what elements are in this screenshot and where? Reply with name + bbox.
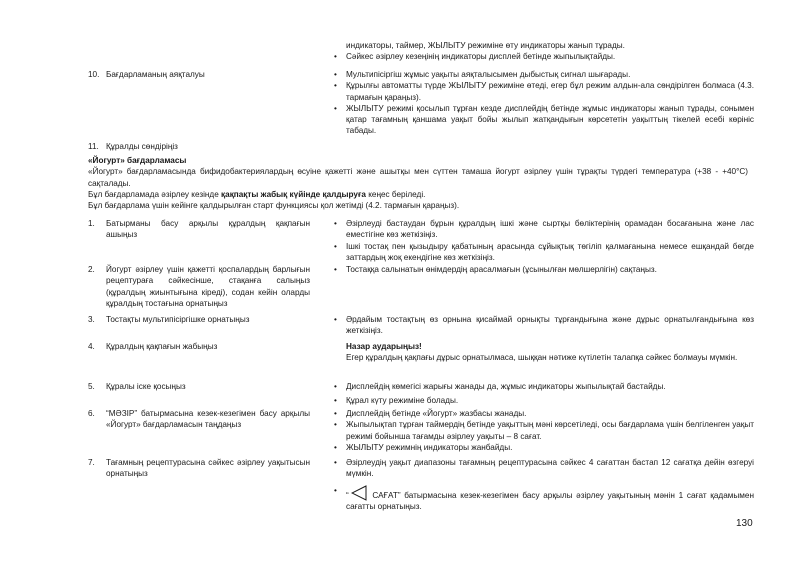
bullet-item: • ЖЫЛЫТУ режимнің индикаторы жанбайды. (334, 442, 754, 453)
bullet-item: • Әзірлеуді бастаудан бұрын құралдың ішкі және сыртқы бөліктерінің орамадан босағанына және лас еместігіне көз жеткізіңіз. (334, 218, 754, 241)
step-bullets (334, 69, 754, 137)
step-label: Бағдарламаның аяқталуы (106, 70, 205, 79)
step-number: 2. (88, 265, 95, 274)
step-number: 4. (88, 342, 95, 351)
bullet-item: • Мультипісіргіш жұмыс уақыты аяқталысымен дыбыстық сигнал шығарады. (334, 69, 754, 80)
step-number: 1. (88, 219, 95, 228)
step-bullets (334, 264, 754, 275)
bullet-item: • Құрылғы автоматты түрде ЖЫЛЫТУ режиміне өтеді, егер бұл режим алдын-ала сөндірілген болмаса (4.3. тармағын қараңыз). (334, 80, 754, 103)
lid-note-text: Бұл бағдарламада әзірлеу кезінде (88, 189, 222, 199)
page-number: 130 (736, 518, 753, 529)
step-number: 7. (88, 458, 95, 467)
step-label: Тағамның рецептурасына сәйкес әзірлеу уақытысын орнатыңыз (106, 458, 310, 479)
attention-block (334, 341, 754, 364)
time-button-text: САҒАТ” батырмасына кезек-кезегімен басу арқылы әзірлеу уақытының мәнін 1 сағат қадамымен сағатты орнатыңыз. (346, 490, 754, 511)
step-bullets (334, 314, 754, 337)
lid-note-bold: қақпақты жабық күйінде қалдыруға (221, 189, 366, 199)
step-label: Батырманы басу арқылы құралдың қақпағын ашыңыз (106, 219, 310, 240)
intro-text: «Йогурт» бағдарламасында бифидобактериялардың өсуіне қажетті және ашытқы мен сүттен тамаша йогурт әзірлеу үшін тұрақты түрдегі температура (+38 - +40°С) сақталады. (88, 167, 748, 188)
attention-text: Егер құралдың қақпағы дұрыс орнатылмаса, шыққан нәтиже күтілетін талапқа сәйкес болмауы мүмкін. (346, 353, 738, 363)
triangle-left-icon (351, 485, 367, 501)
step-bullets (334, 408, 754, 453)
step-number: 6. (88, 409, 95, 418)
continued-bullets (334, 40, 748, 63)
yogurt-intro (88, 155, 748, 211)
attention-heading: Назар аударыңыз! (346, 342, 422, 351)
step-number: 3. (88, 315, 95, 324)
step-label: Құралды сөндіріңіз (106, 142, 178, 151)
quote-open: “ (346, 490, 349, 500)
bullet-item: • Дисплейдің көмегісі жарығы жанады да, жұмыс индикаторы жыпылықтай бастайды. (334, 381, 754, 392)
step-bullets (334, 381, 754, 407)
lid-note-tail: кеңес беріледі. (365, 189, 426, 199)
step-label: Құралы іске қосыңыз (106, 382, 186, 391)
bullet-item: • Тостаққа салынатын өнімдердің арасалмағын (ұсынылған мөлшерлігін) сақтаңыз. (334, 264, 754, 275)
delay-note: Бұл бағдарлама үшін кейінге қалдырылған старт функциясы қол жетімді (4.2. тармағын қараңыз). (88, 201, 460, 211)
bullet-item: • Сәйкес әзірлеу кезеңінің индикаторы дисплей бетінде жыпылықтайды. (334, 51, 748, 62)
continued-text: индикаторы, таймер, ЖЫЛЫТУ режиміне өту индикаторы жанып тұрады. (346, 41, 625, 50)
step-label: “МӘЗІР” батырмасына кезек-кезегімен басу арқылы «Йогурт» бағдарламасын таңдаңыз (106, 409, 310, 430)
lid-note (88, 189, 748, 200)
section-heading: «Йогурт» бағдарламасы (88, 156, 187, 165)
step-label: Тостақты мультипісіргішке орнатыңыз (106, 315, 250, 324)
bullet-item: • Жыпылықтап тұрған таймердің бетінде уақыттың мәні көрсетіледі, осы бағдарлама үшін белгіленген уақыт режимі бойынша тағамды әзірлеу уақыты – 8 сағат. (334, 419, 754, 442)
step-label: Құралдың қақпағын жабыңыз (106, 342, 218, 351)
step-bullets (334, 218, 754, 263)
step-bullets (334, 457, 754, 512)
bullet-item: • Дисплейдің бетінде «Йогурт» жазбасы жанады. (334, 408, 754, 419)
bullet-item: • ЖЫЛЫТУ режимі қосылып тұрған кезде дисплейдің бетінде жұмыс индикаторы жанып тұрады, сонымен қатар тағамның қаншама уақыт бойы жылып жатқандығын көрсететін уақыттың тікелей есебі көрініс табады. (334, 103, 754, 137)
bullet-item: • Құрал күту режиміне болады. (334, 395, 754, 406)
bullet-item: • Әрдайым тостақтың өз орнына қисаймай орнықты тұрғандығына және дұрыс орнатылғандығына көз жеткізіңіз. (334, 314, 754, 337)
step-label: Йогурт әзірлеу үшін қажетті қоспалардың барлығын рецептураға сәйкесінше, стақанға салыңыз (құралдың жиынтығына кіреді), содан кейін оларды құралдың тостағына орнатыңыз (106, 265, 310, 308)
bullet-item-time-button (334, 485, 754, 513)
step-number: 10. (88, 70, 100, 79)
step-number: 11. (88, 142, 99, 151)
step-number: 5. (88, 382, 95, 391)
bullet-item: • Ішкі тостақ пен қызыдыру қабатының арасында сұйықтық төгіліп қалмағанына немесе ешқандай бөгде заттардың жоқ екендігіне көз жеткізіңіз. (334, 241, 754, 264)
bullet-item: • Әзірлеудің уақыт диапазоны тағамның рецептурасына сәйкес 4 сағаттан бастап 12 сағатқа дейін өзгеруі мүмкін. (334, 457, 754, 480)
